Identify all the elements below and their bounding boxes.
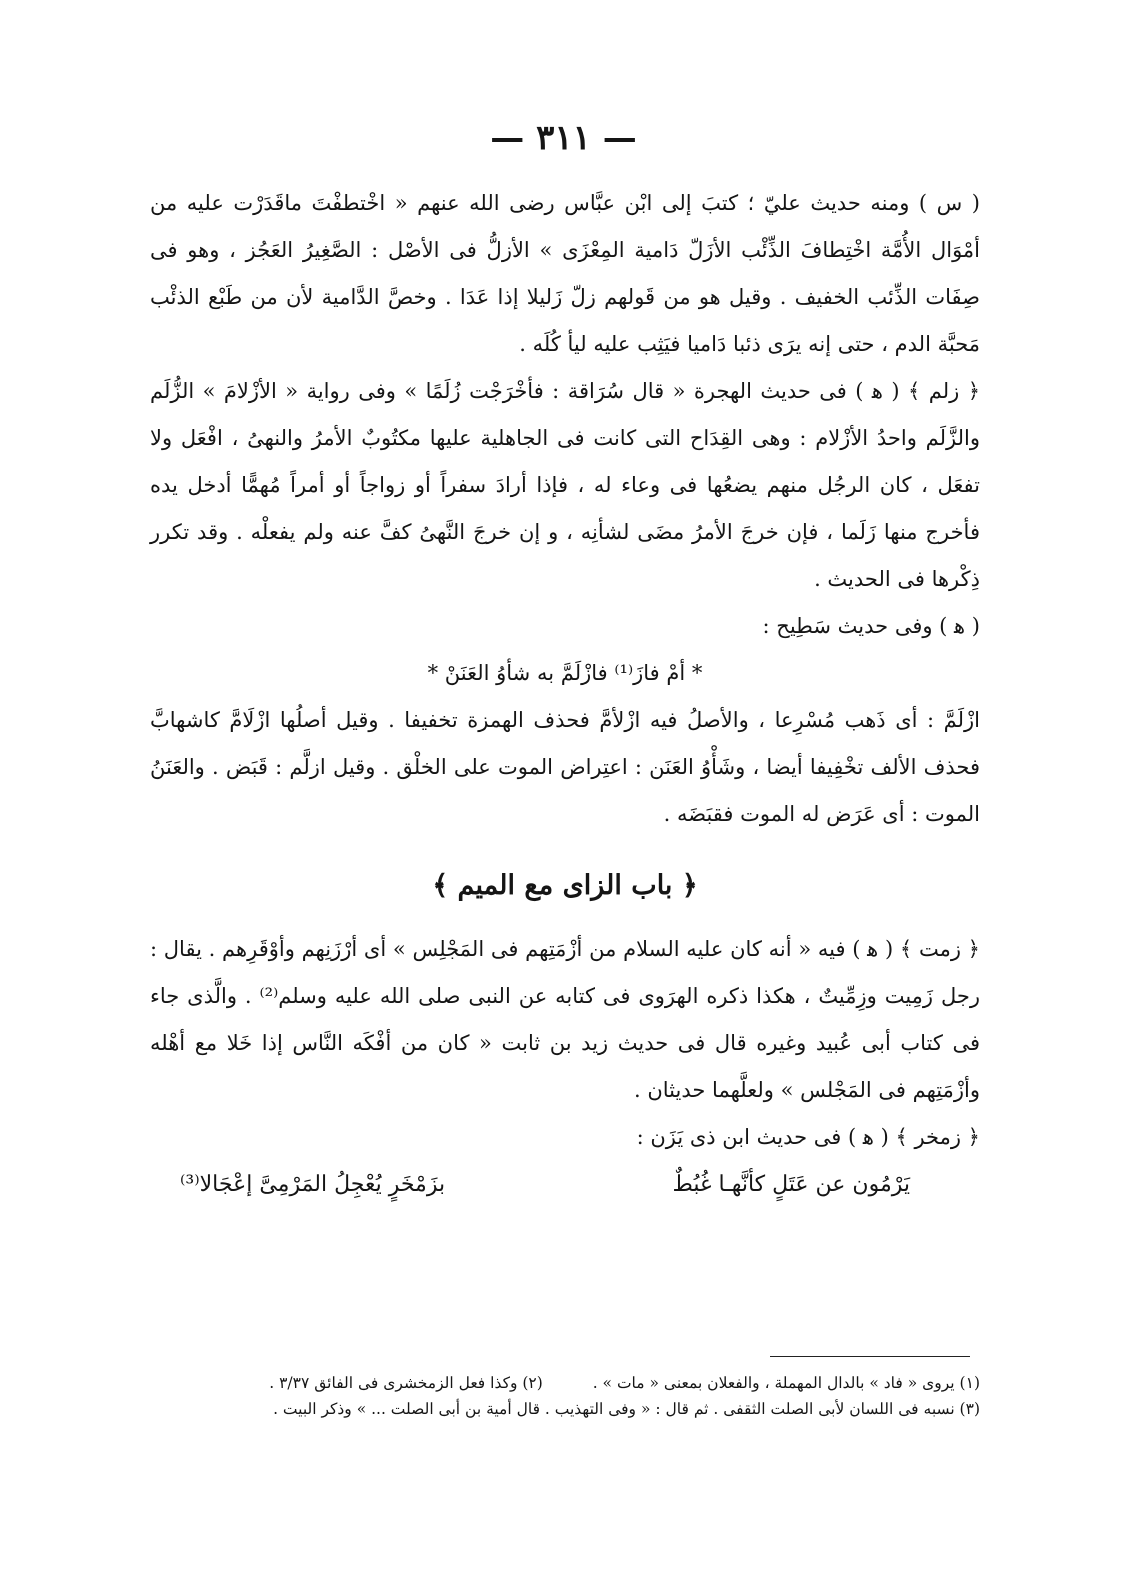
main-text xyxy=(150,180,980,1208)
paragraph-entry-zamkhar: ﴿ زمخر ﴾ ( ﻫ ) فى حديث ابن ذى يَزَن : xyxy=(636,1125,980,1149)
paragraph-izlamma: ازْلَمَّ : أى ذَهب مُسْرِعا ، والأصلُ فيه ازْلأمَّ فحذف الهمزة تخفيفا . وقيل أصلُها ازْلَامَّ كاشهابَّ فحذف الألف تخْفِيفا أيضا ، وشَأْوُ العَنَن : اعتِراض الموت على الخلْق . وقيل ازلَّم : قَبَض . والعَنَنُ الموت : أى عَرَض له الموت فقبَضَه . xyxy=(150,708,980,826)
page-number: — ٣١١ — xyxy=(490,118,637,158)
paragraph-entry-zamat: ﴿ زمت ﴾ ( ﻫ ) فيه « أنه كان عليه السلام من أزْمَتِهم فى المَجْلِس » أى أرْزَنِهم وأوْقَرِهم . يقال : رجل زَمِيت وزِمِّيتٌ ، هكذا ذكره الهرَوى فى كتابه عن النبى صلى الله عليه وسلم⁽²⁾ . والَّذى جاء فى كتاب أبى عُبيد وغيره قال فى حديث زيد بن ثابت « كان من أفْكَه النَّاس إذا خَلا مع أهْله وأزْمَتِهم فى المَجْلس » ولعلَّهما حديثان . xyxy=(150,937,981,1102)
footnotes xyxy=(150,1370,980,1422)
footnote-divider xyxy=(770,1356,970,1357)
verse-hemistich-second: بزَمْخَرٍ يُعْجِلُ المَرْمِىَّ إعْجَالا⁽³⁾ xyxy=(180,1172,446,1197)
footnote-row xyxy=(150,1370,980,1396)
paragraph-entry-zalam: ﴿ زلم ﴾ ( ﻫ ) فى حديث الهجرة « قال سُرَاقة : فأخْرَجْت زُلَمًا » وفى رواية « الأزْلامَ » الزُّلَم والزَّلَم واحدُ الأزْلام : وهى القِدَاح التى كانت فى الجاهلية عليها مكتُوبٌ الأمرُ والنهىُ ، افْعَل ولا تفعَل ، كان الرجُل منهم يضعُها فى وعاء له ، فإذا أرادَ سفراً أو زواجاً أو أمراً مُهمًّا أدخل يده فأخرج منها زَلَما ، فإن خرجَ الأمرُ مضَى لشأنِه ، و إن خرجَ النَّهىُ كفَّ عنه ولم يفعلْه . وقد تكرر ذِكْرها فى الحديث . xyxy=(150,379,980,591)
footnote-1: (١) يروى « فاد » بالدال المهملة ، والفعلان بمعنى « مات » . xyxy=(592,1374,980,1392)
verse-hemistich-first: يَرْمُون عن عَتَلٍ كأنَّهـا غُبُطٌ xyxy=(672,1172,910,1197)
footnote-3: (٣) نسبه فى اللسان لأبى الصلت الثقفى . ثم قال : « وفى التهذيب . قال أمية بن أبى الصلت ... » وذكر البيت . xyxy=(273,1400,980,1418)
footnote-2: (٢) وكذا فعل الزمخشرى فى الفائق ٣/٣٧ . xyxy=(269,1374,543,1392)
paragraph-satih-intro: ( ﻫ ) وفى حديث سَطِيح : xyxy=(762,614,980,638)
section-heading: ﴿ باب الزاى مع الميم ﴾ xyxy=(432,870,698,901)
poem-verse xyxy=(150,1161,980,1208)
paragraph-entry-continued: ( س ) ومنه حديث عليّ ؛ كتبَ إلى ابْن عبَّاس رضى الله عنهم « اخْتطفْتَ ماقَدَرْت عليه من أمْوَال الأُمَّة اخْتِطافَ الذِّئْب الأزَلّ دَامية المِعْزَى » الأزلُّ فى الأصْل : الصَّغِيرُ العَجُز ، وهو فى صِفَات الذِّئب الخفيف . وقيل هو من قَولهم زلّ زَليلا إذا عَدَا . وخصَّ الدَّامية لأن من طَبْع الذئْب مَحبَّة الدم ، حتى إنه يرَى ذئبا دَاميا فيَثِب عليه ليأ كُلَه . xyxy=(150,191,980,356)
verse-line: * أمْ فازَ⁽¹⁾ فازْلَمَّ به شأوُ العَنَنْ * xyxy=(427,661,703,685)
